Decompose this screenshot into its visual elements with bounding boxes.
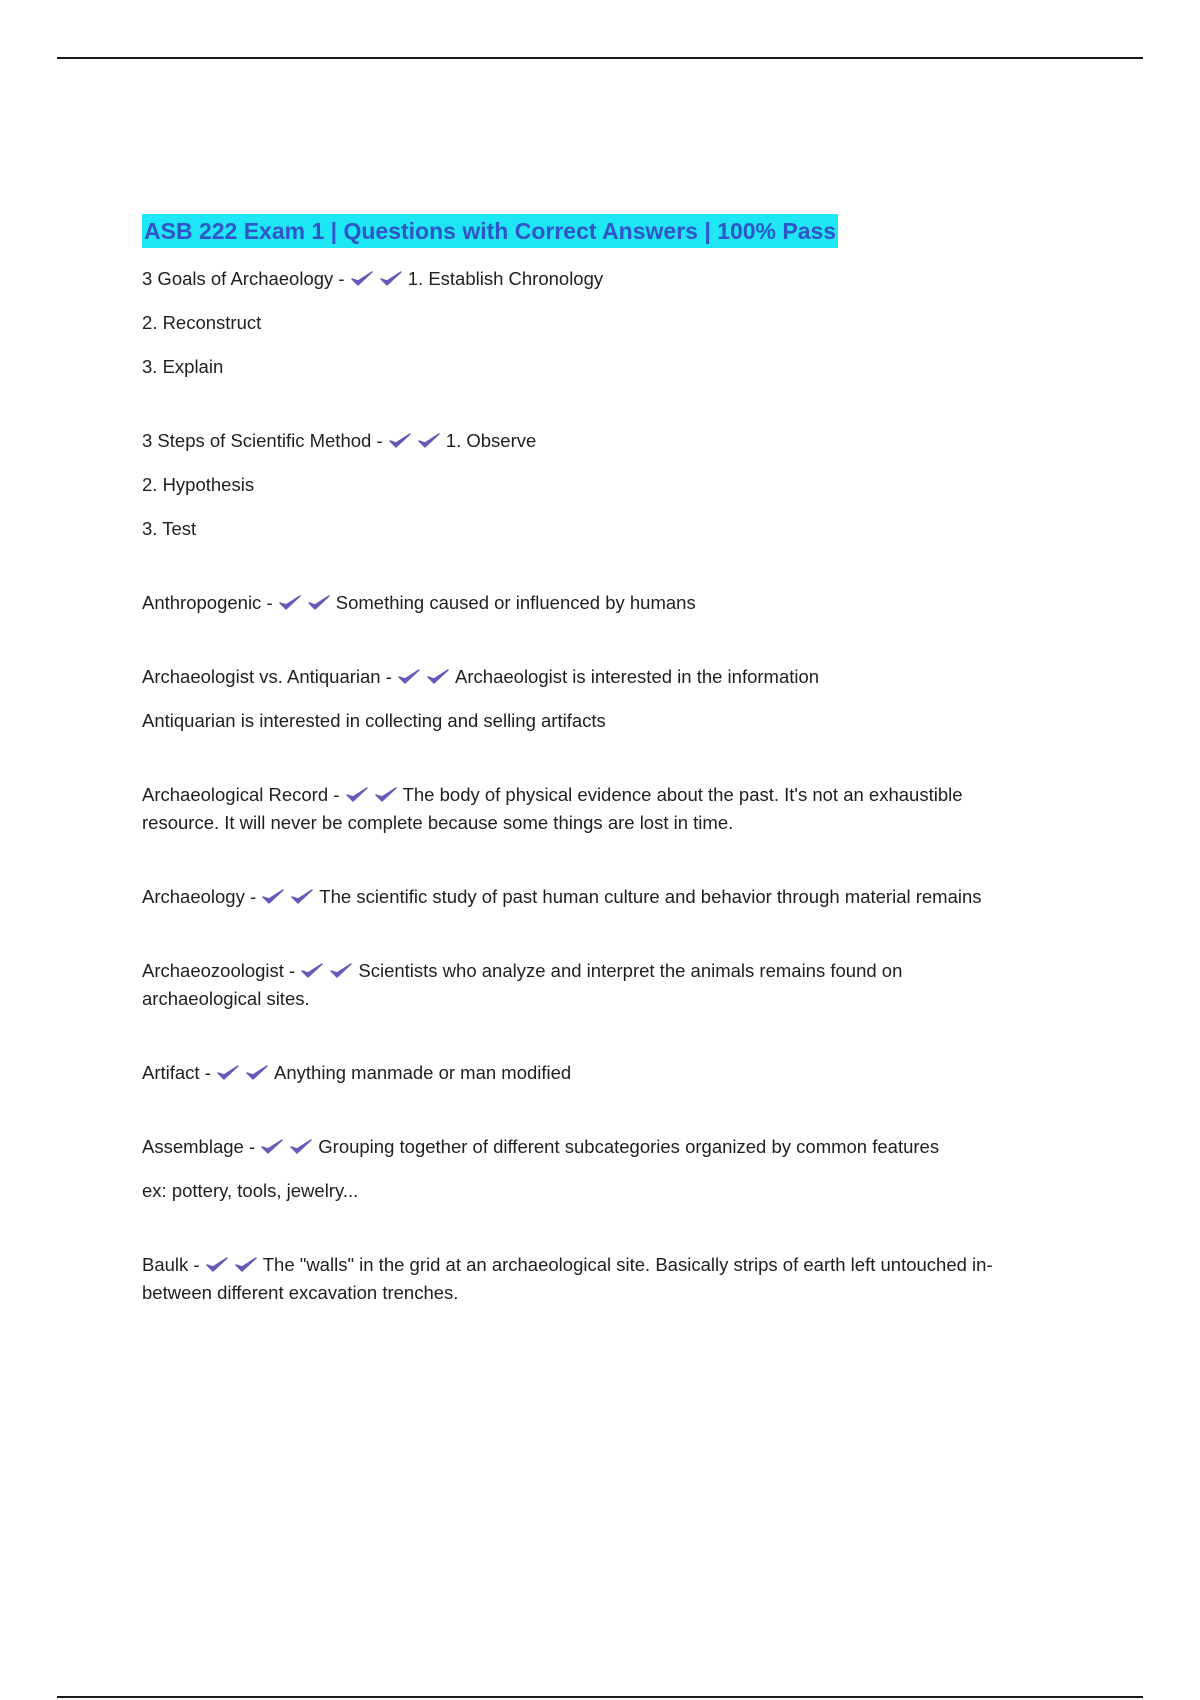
checkmark-icon: [426, 668, 450, 686]
qa-separator: -: [188, 1254, 205, 1275]
checkmark-icon: [329, 962, 353, 980]
entry-spacer: [142, 1103, 1062, 1133]
qa-first-line: [142, 1251, 1062, 1279]
qa-separator: -: [371, 430, 388, 451]
checkmark-icon: [205, 1256, 229, 1274]
checkmark-icon: [300, 962, 324, 980]
qa-entry: [142, 883, 1062, 911]
qa-term: Anthropogenic: [142, 592, 262, 613]
qa-first-line: [142, 265, 1062, 293]
qa-entry: [142, 1059, 1062, 1087]
qa-entry: [142, 589, 1062, 617]
checkmark-icon: [245, 1064, 269, 1082]
qa-answer-continued: resource. It will never be complete because some things are lost in time.: [142, 812, 734, 833]
qa-answer-line: 2. Reconstruct: [142, 312, 262, 333]
qa-answer: 1. Observe: [445, 430, 537, 451]
checkmark-icon: [289, 1138, 313, 1156]
checkmark-icon: [261, 888, 285, 906]
checkmark-icon: [374, 786, 398, 804]
entry-spacer: [142, 927, 1062, 957]
qa-term: Baulk: [142, 1254, 189, 1275]
qa-entry: [142, 663, 1062, 735]
qa-answer: Anything manmade or man modified: [274, 1062, 572, 1083]
qa-answer: The body of physical evidence about the past. It's not an exhaustible: [402, 784, 963, 805]
entry-spacer: [142, 633, 1062, 663]
document-title: ASB 222 Exam 1 | Questions with Correct Answers | 100% Pass: [142, 214, 838, 248]
checkmark-icon: [216, 1064, 240, 1082]
checkmark-icon: [234, 1256, 258, 1274]
checkmark-icon: [290, 888, 314, 906]
checkmark-icon: [417, 432, 441, 450]
qa-entry: [142, 957, 1062, 1013]
checkmark-icon: [278, 594, 302, 612]
qa-answer: The "walls" in the grid at an archaeological site. Basically strips of earth left untouched in-: [262, 1254, 993, 1275]
top-rule: [57, 57, 1143, 59]
entry-spacer: [142, 1029, 1062, 1059]
qa-first-line: [142, 663, 1062, 691]
qa-separator: -: [261, 592, 278, 613]
qa-term: Archaeozoologist: [142, 960, 284, 981]
qa-first-line: [142, 1133, 1062, 1161]
qa-term: Artifact: [142, 1062, 200, 1083]
qa-answer-line: ex: pottery, tools, jewelry...: [142, 1180, 359, 1201]
qa-term: Assemblage: [142, 1136, 244, 1157]
checkmark-icon: [397, 668, 421, 686]
entry-spacer: [142, 751, 1062, 781]
entry-spacer: [142, 397, 1062, 427]
qa-term: Archaeology: [142, 886, 245, 907]
qa-term: Archaeologist vs. Antiquarian: [142, 666, 381, 687]
qa-answer: Scientists who analyze and interpret the animals remains found on: [358, 960, 903, 981]
qa-entry: [142, 781, 1062, 837]
qa-first-line: [142, 427, 1062, 455]
qa-list: [142, 265, 1062, 1307]
qa-first-line: [142, 781, 1062, 809]
qa-entry: [142, 427, 1062, 543]
qa-term: Archaeological Record: [142, 784, 329, 805]
qa-entry: [142, 1251, 1062, 1307]
checkmark-icon: [388, 432, 412, 450]
qa-answer-continued: archaeological sites.: [142, 988, 310, 1009]
checkmark-icon: [307, 594, 331, 612]
qa-first-line: [142, 883, 1062, 911]
qa-term: 3 Goals of Archaeology: [142, 268, 334, 289]
qa-first-line: [142, 957, 1062, 985]
qa-separator: -: [243, 1136, 261, 1157]
checkmark-icon: [350, 270, 374, 288]
qa-answer-line: Antiquarian is interested in collecting and selling artifacts: [142, 710, 606, 731]
qa-separator: -: [283, 960, 301, 981]
qa-separator: -: [244, 886, 262, 907]
qa-answer-line: 3. Explain: [142, 356, 224, 377]
entry-spacer: [142, 559, 1062, 589]
checkmark-icon: [345, 786, 369, 804]
qa-answer: Archaeologist is interested in the information: [455, 666, 820, 687]
qa-separator: -: [199, 1062, 217, 1083]
bottom-rule: [57, 1696, 1143, 1698]
qa-answer: The scientific study of past human culture and behavior through material remains: [319, 886, 982, 907]
checkmark-icon: [379, 270, 403, 288]
qa-answer: 1. Establish Chronology: [407, 268, 604, 289]
qa-first-line: [142, 589, 1062, 617]
checkmark-icon: [260, 1138, 284, 1156]
qa-entry: [142, 1133, 1062, 1205]
qa-first-line: [142, 1059, 1062, 1087]
qa-entry: [142, 265, 1062, 381]
qa-separator: -: [328, 784, 345, 805]
qa-answer-line: 2. Hypothesis: [142, 474, 255, 495]
qa-answer-continued: between different excavation trenches.: [142, 1282, 459, 1303]
document-body: [142, 214, 1062, 1323]
qa-answer: Something caused or influenced by humans: [335, 592, 696, 613]
qa-separator: -: [380, 666, 398, 687]
qa-answer: Grouping together of different subcategories organized by common features: [318, 1136, 940, 1157]
entry-spacer: [142, 1221, 1062, 1251]
entry-spacer: [142, 853, 1062, 883]
qa-separator: -: [333, 268, 350, 289]
qa-answer-line: 3. Test: [142, 518, 197, 539]
qa-term: 3 Steps of Scientific Method: [142, 430, 372, 451]
